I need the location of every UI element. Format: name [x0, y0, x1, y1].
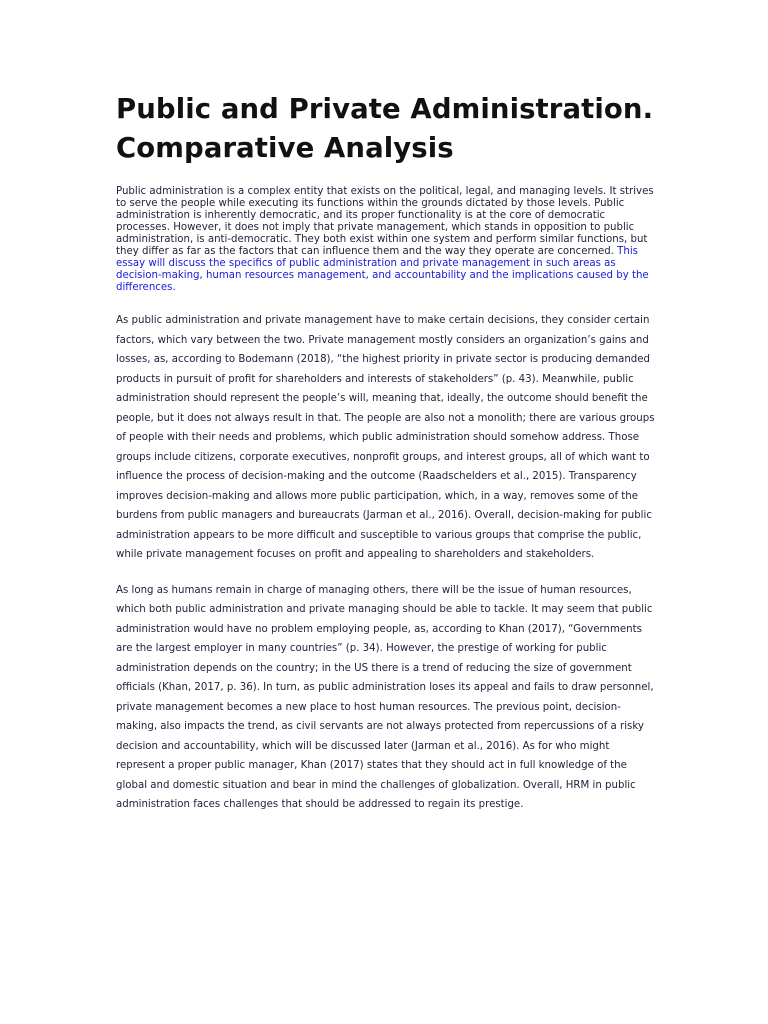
intro-paragraph [116, 186, 656, 294]
intro-highlighted-thesis: This essay will discuss the specifics of public administration and private management in such areas as decision-making, human resources management, and accountability and the implications caused by the differences. [116, 246, 649, 293]
document-page [116, 90, 656, 815]
page-title: Public and Private Administration. Comparative Analysis [116, 93, 654, 164]
body-paragraph-decision-making: As public administration and private management have to make certain decisions, they consider certain factors, which vary between the two. Private management mostly considers an organization’s gains and losses, as, according to Bodemann (2018), “the highest priority in private sector is producing demanded products in pursuit of profit for shareholders and interests of stakeholders” (p. 43). Meanwhile, public administration should represent the people’s will, meaning that, ideally, the outcome should benefit the people, but it does not always result in that. The people are also not a monolith; there are various groups of people with their needs and problems, which public administration should somehow address. Those groups include citizens, corporate executives, nonprofit groups, and interest groups, all of which want to influence the process of decision-making and the outcome (Raadschelders et al., 2015). Transparency improves decision-making and allows more public participation, which, in a way, removes some of the burdens from public managers and bureaucrats (Jarman et al., 2016). Overall, decision-making for public administration appears to be more difficult and susceptible to various groups that comprise the public, while private management focuses on profit and appealing to shareholders and stakeholders. [116, 315, 655, 560]
body-paragraph-human-resources: As long as humans remain in charge of managing others, there will be the issue of human resources, which both public administration and private managing should be able to tackle. It may seem that public administration would have no problem employing people, as, according to Khan (2017), “Governments are the largest employer in many countries” (p. 34). However, the prestige of working for public administration depends on the country; in the US there is a trend of reducing the size of government officials (Khan, 2017, p. 36). In turn, as public administration loses its appeal and fails to draw personnel, private management becomes a new place to host human resources. The previous point, decision-making, also impacts the trend, as civil servants are not always protected from repercussions of a risky decision and accountability, which will be discussed later (Jarman et al., 2016). As for who might represent a proper public manager, Khan (2017) states that they should act in full knowledge of the global and domestic situation and bear in mind the challenges of globalization. Overall, HRM in public administration faces challenges that should be addressed to regain its prestige. [116, 584, 654, 810]
intro-text: Public administration is a complex entity that exists on the political, legal, and managing levels. It strives to serve the people while executing its functions within the grounds dictated by those levels. Public administration is inherently democratic, and its proper functionality is at the core of democratic processes. However, it does not imply that private management, which stands in opposition to public administration, is anti-democratic. They both exist within one system and perform similar functions, but they differ as far as the factors that can influence them and the way they operate are concerned. [116, 186, 654, 257]
